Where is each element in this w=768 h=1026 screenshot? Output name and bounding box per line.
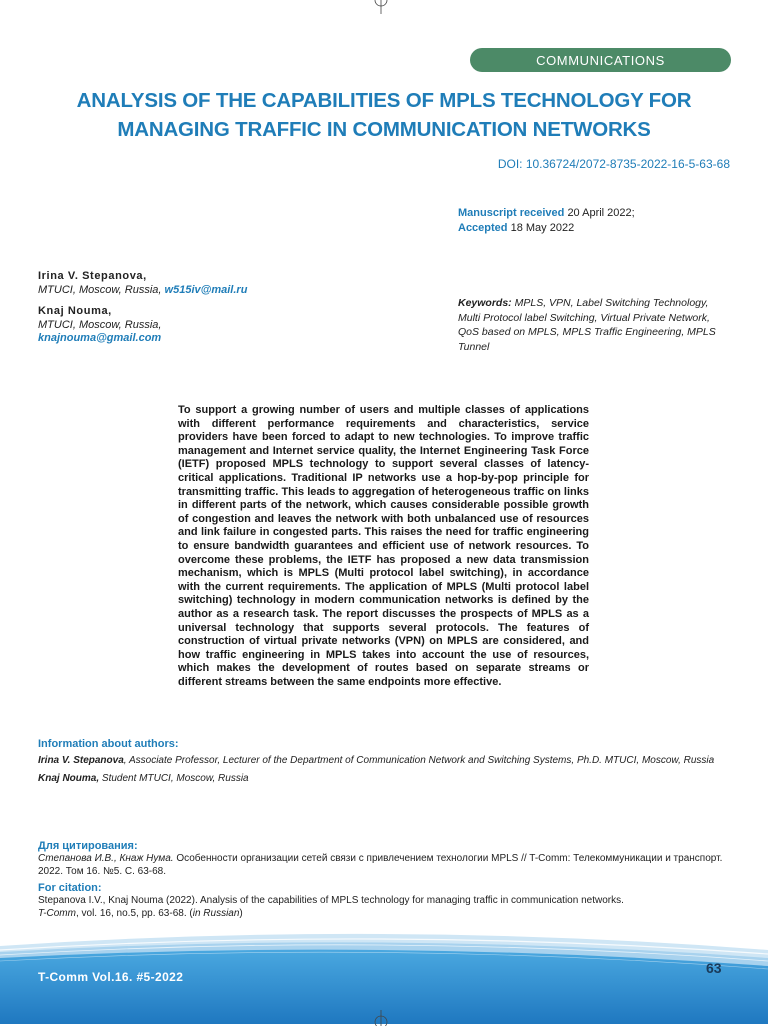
- citation-en-line2: , vol. 16, no.5, pp. 63-68. (: [75, 907, 193, 919]
- author-affiliation: MTUCI, Moscow, Russia,: [38, 283, 162, 296]
- accepted-date: 18 May 2022: [510, 222, 575, 234]
- citation-ru-heading: Для цитирования:: [38, 840, 138, 852]
- author-name: Knaj Nouma,: [38, 305, 112, 317]
- article-title: ANALYSIS OF THE CAPABILITIES OF MPLS TECHNOLOGY FOR MANAGING TRAFFIC IN COMMUNICATION NETWORKS: [76, 89, 692, 141]
- citation-en-text: [38, 895, 730, 920]
- keywords-text: MPLS, VPN, Label Switching Technology, Multi Protocol label Switching, Virtual Private Network, QoS based on MPLS, MPLS Traffic Engineering, MPLS Tunnel: [458, 297, 716, 353]
- citation-ru-text: [38, 853, 730, 878]
- author-name: Irina V. Stepanova,: [38, 270, 147, 282]
- received-date: 20 April 2022;: [567, 207, 635, 219]
- received-label: Manuscript received: [458, 207, 565, 219]
- keywords-label: Keywords:: [458, 297, 512, 309]
- citation-ru-body: Особенности организации сетей связи с привлечением технологии MPLS // T-Comm: Телекоммуникации и транспорт. 2022. Том 16. №5. С. 63-68.: [38, 853, 723, 877]
- citation-en-heading: For citation:: [38, 882, 102, 894]
- citation-en-lang: in Russian: [192, 907, 240, 919]
- keywords: [458, 296, 718, 354]
- author-affiliation: MTUCI, Moscow, Russia,: [38, 318, 162, 331]
- info-heading: Information about authors:: [38, 738, 179, 750]
- accepted-label: Accepted: [458, 222, 508, 234]
- section-tag: COMMUNICATIONS: [470, 48, 731, 72]
- citation-en-close: ): [239, 907, 243, 919]
- info-author1-name: Irina V. Stepanova: [38, 755, 124, 766]
- info-author2-text: Student MTUCI, Moscow, Russia: [99, 772, 249, 784]
- author-block: [38, 270, 247, 297]
- footer-journal: T-Comm Vol.16. #5-2022: [38, 970, 184, 984]
- citation-en-line1: Stepanova I.V., Knaj Nouma (2022). Analysis of the capabilities of MPLS technology for managing traffic in communication networks.: [38, 895, 624, 906]
- page-number: 63: [706, 960, 722, 976]
- registration-mark-icon: [373, 0, 389, 14]
- doi[interactable]: DOI: 10.36724/2072-8735-2022-16-5-63-68: [497, 157, 730, 171]
- manuscript-dates: [458, 206, 635, 236]
- author-block: [38, 305, 161, 346]
- citation-en-journal: T-Comm: [38, 907, 76, 919]
- info-text: [38, 752, 730, 787]
- info-author1-text: , Associate Professor, Lecturer of the Department of Communication Network and Switching Systems, Ph.D. MTUCI, Moscow, Russia: [123, 755, 715, 766]
- author-email-link[interactable]: w515iv@mail.ru: [164, 283, 248, 296]
- author-email-link[interactable]: knajnouma@gmail.com: [38, 332, 162, 344]
- citation-ru-authors: Степанова И.В., Кнаж Нума.: [38, 853, 174, 864]
- abstract: To support a growing number of users and multiple classes of applications with different performance requirements and characteristics, service providers have been forced to adapt to new technologies. To improve traffic management and Internet service quality, the Internet Engineering Task Force (IETF) proposed MPLS technology to support several classes of latency-critical applications. Traditional IP networks use a hop-by-pop principle for transmitting traffic. This leads to aggregation of heterogeneous traffic on links in different parts of the network, which causes considerable possible growth of congestion and leaves the network with both unbalanced use of resources and link failure in congested parts. This raises the need for traffic engineering to ensure bandwidth guarantees and efficient use of network resources. To overcome these problems, the IETF has proposed a new data transmission mechanism, which is MPLS (Multi protocol label switching), in accordance with the current requirements. The application of MPLS (Multi protocol label switching) technology in modern communication networks is defined by the author as a research task. The report discusses the prospects of MPLS as a universal technology that supports several protocols. The features of construction of virtual private networks (VPN) on MPLS are considered, and how traffic engineering in MPLS takes into account the use of resources, which makes the development of routes based on separate streams or different streams between the same endpoints more effective.: [178, 404, 589, 688]
- info-author2-name: Knaj Nouma,: [38, 772, 100, 784]
